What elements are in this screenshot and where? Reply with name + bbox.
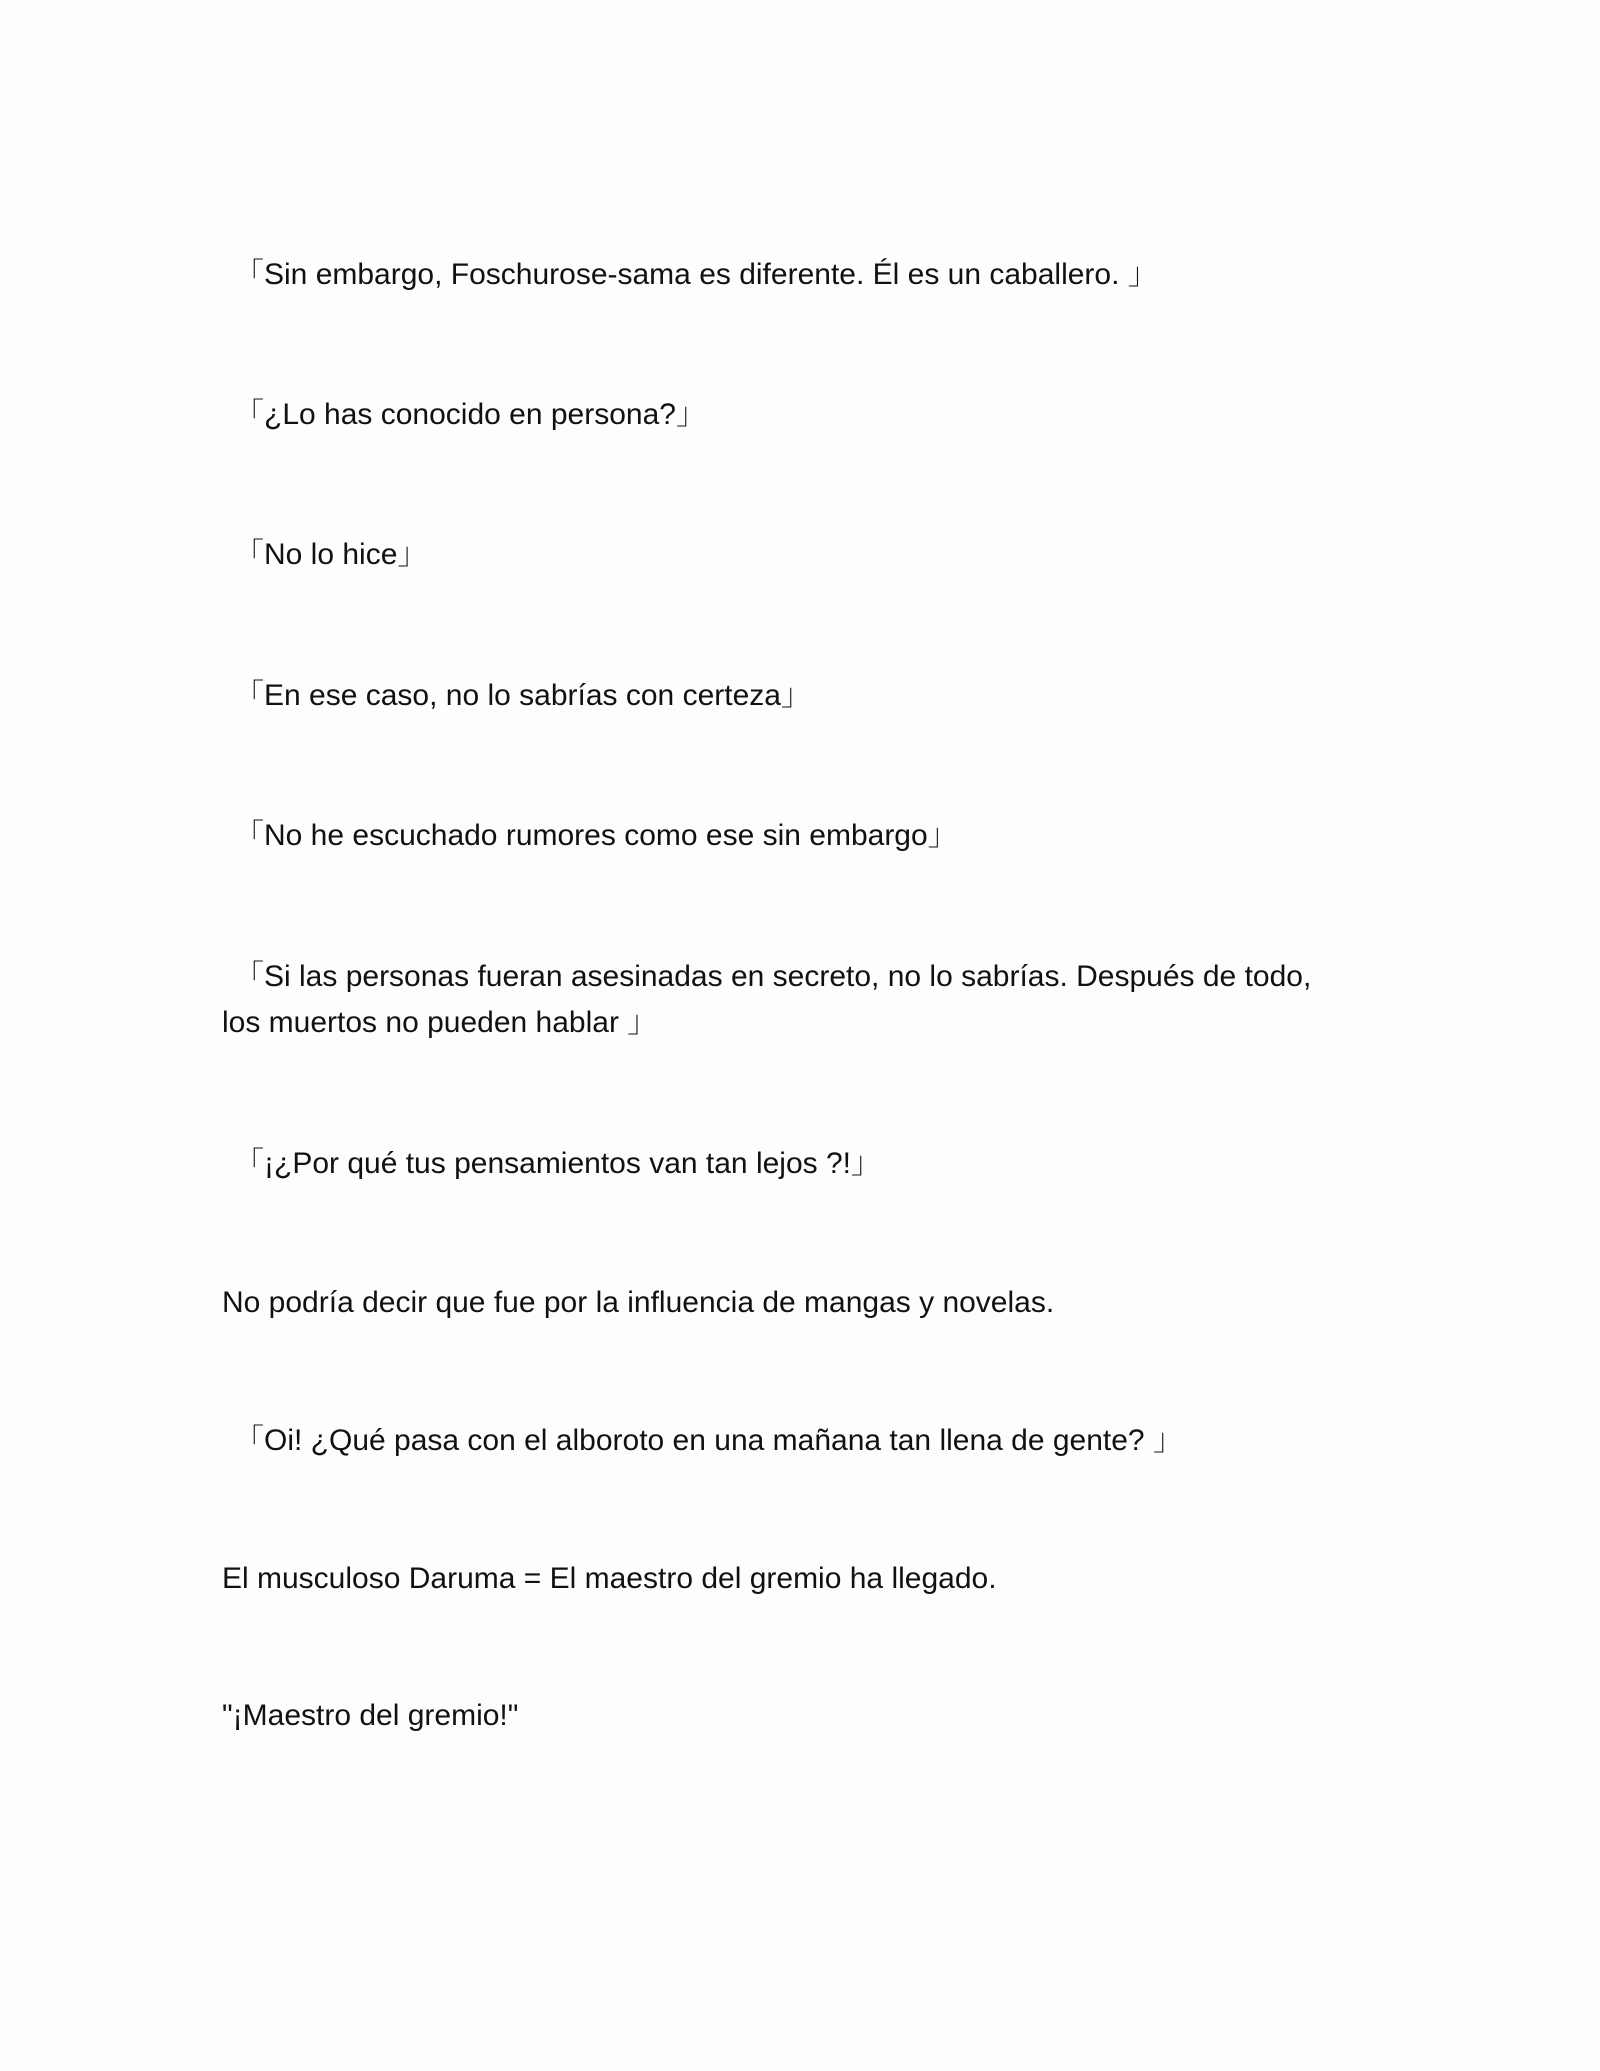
- dialogue-line: 「¡¿Por qué tus pensamientos van tan lejos ?!」: [234, 1147, 881, 1180]
- quoted-line: "¡Maestro del gremio!": [222, 1699, 519, 1732]
- dialogue-line: 「No lo hice」: [234, 538, 428, 571]
- dialogue-line: 「¿Lo has conocido en persona?」: [234, 398, 706, 431]
- dialogue-line: 「Oi! ¿Qué pasa con el alboroto en una mañana tan llena de gente? 」: [234, 1424, 1183, 1457]
- dialogue-line: 「Si las personas fueran asesinadas en secreto, no lo sabrías. Después de todo,: [234, 960, 1312, 993]
- dialogue-line: 「Sin embargo, Foschurose-sama es diferente. Él es un caballero. 」: [234, 258, 1158, 291]
- dialogue-line: 「No he escuchado rumores como ese sin embargo」: [234, 819, 958, 852]
- narration-line: No podría decir que fue por la influencia de mangas y novelas.: [222, 1286, 1055, 1319]
- narration-line: El musculoso Daruma = El maestro del gremio ha llegado.: [222, 1562, 997, 1595]
- dialogue-line: 「En ese caso, no lo sabrías con certeza」: [234, 679, 811, 712]
- dialogue-line-continuation: los muertos no pueden hablar 」: [222, 1006, 658, 1039]
